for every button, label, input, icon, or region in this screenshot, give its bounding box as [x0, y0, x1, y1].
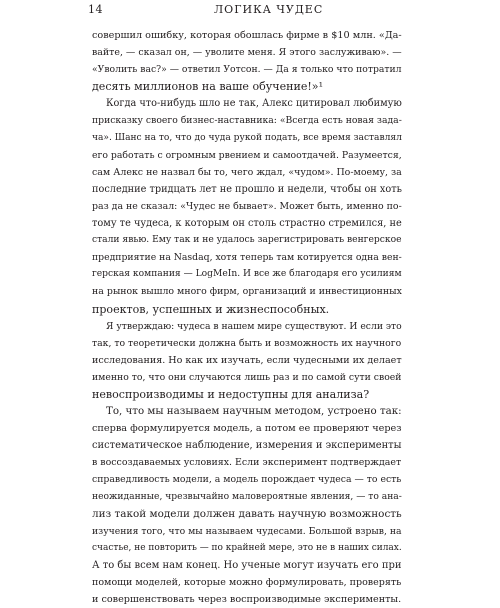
text-line: изучения того, что мы называем чудесами. Большой взрыв, на [92, 525, 402, 537]
page-number: 14 [88, 3, 103, 16]
text-line: последние тридцать лет не прошло и недели, чтобы он хоть [92, 183, 402, 195]
text-line: сам Алекс не назвал бы то, чего ждал, «чудом». По-моему, за [92, 166, 402, 178]
text-line: стали явью. Ему так и не удалось зарегистрировать венгерское [92, 235, 402, 246]
text-line: невоспроизводимы и недоступны для анализа? [92, 387, 370, 401]
text-line: так, то теоретически должна быть и возможность их научного [92, 337, 402, 349]
text-line: Я утверждаю: чудеса в нашем мире существуют. И если это [106, 320, 402, 332]
text-line: вайте, — сказал он, — уволите меня. Я этого заслуживаю». — [92, 47, 402, 59]
text-line: исследования. Но как их изучать, если чудесными их делает [92, 354, 402, 366]
running-title: ЛОГИКА ЧУДЕС [214, 3, 324, 16]
text-line: раз да не сказал: «Чудес не бывает». Может быть, именно по- [92, 200, 402, 212]
text-line: сперва формулируется модель, а потом ее проверяют через [92, 423, 402, 435]
text-line: и совершенствовать через воспроизводимые эксперименты. [92, 594, 402, 606]
text-line: А то бы всем нам конец. Но ученые могут изучать его при [92, 559, 402, 571]
text-line: на рынок вышло много фирм, организаций и инвестиционных [92, 286, 402, 298]
text-line: предприятие на Nasdaq, хотя теперь там котируется одна вен- [92, 252, 402, 264]
body-text [92, 27, 402, 608]
text-line: помощи моделей, которые можно формулировать, проверять [92, 577, 402, 588]
text-line: неожиданные, чрезвычайно маловероятные явления, — то ана- [92, 491, 402, 502]
text-line: счастье, не повторить — по крайней мере, это не в наших силах. [92, 542, 402, 553]
text-line: герская компания — LogMeIn. И все же благодаря его усилиям [92, 269, 402, 280]
page-header [88, 3, 408, 19]
text-line: систематическое наблюдение, измерения и эксперименты [92, 440, 402, 452]
text-line: Когда что-нибудь шло не так, Алекс цитировал любимую [106, 98, 402, 110]
text-line: совершил ошибку, которая обошлась фирме в $10 млн. «Да- [92, 30, 402, 41]
text-line: именно то, что они случаются лишь раз и по самой сути своей [92, 371, 402, 383]
text-line: в воссоздаваемых условиях. Если эксперимент подтверждает [92, 457, 402, 469]
text-line: лиз такой модели должен давать научную возможность [92, 507, 402, 520]
text-line: тому те чудеса, к которым он столь страстно стремился, не [92, 218, 402, 230]
text-line: десять миллионов на ваше обучение!»¹ [92, 80, 323, 94]
text-line: ча». Шанс на то, что до чуда рукой подать, все время заставлял [92, 132, 402, 143]
text-line: его работать с огромным рвением и самоотдачей. Разумеется, [92, 149, 402, 161]
text-line: присказку своего бизнес-наставника: «Всегда есть новая зада- [92, 115, 402, 127]
text-line: То, что мы называем научным методом, устроено так: [106, 405, 402, 418]
text-line: «Уволить вас?» — ответил Уотсон. — Да я только что потратил [92, 64, 402, 76]
text-line: проектов, успешных и жизнеспособных. [92, 302, 330, 316]
text-line: справедливость модели, а модель порождает чудеса — то есть [92, 474, 402, 486]
